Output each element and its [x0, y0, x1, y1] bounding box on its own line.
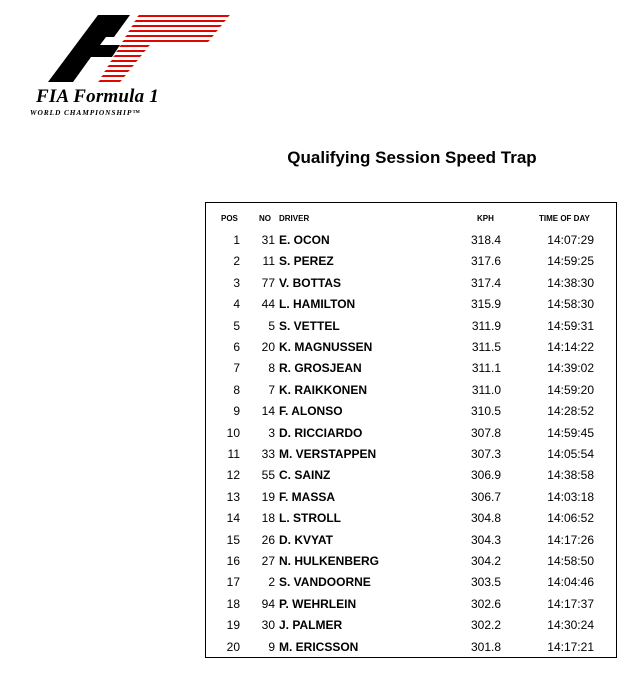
cell-no: 77: [261, 275, 275, 290]
header-no: NO: [259, 214, 271, 223]
cell-driver: K. MAGNUSSEN: [279, 340, 373, 354]
cell-no: 14: [261, 404, 275, 419]
table-row: [206, 337, 616, 358]
cell-pos: 4: [233, 297, 240, 312]
cell-pos: 19: [226, 618, 240, 633]
table-row: [206, 487, 616, 508]
cell-time-of-day: 14:30:24: [547, 618, 594, 633]
table-row: [206, 380, 616, 401]
cell-kph: 315.9: [470, 297, 501, 312]
cell-kph: 311.0: [471, 382, 501, 397]
cell-kph: 307.8: [470, 425, 501, 440]
cell-driver: S. VETTEL: [279, 318, 340, 333]
cell-time-of-day: 14:59:31: [547, 318, 594, 333]
cell-driver: S. PEREZ: [279, 254, 334, 269]
logo-title: FIA Formula 1: [36, 86, 159, 107]
cell-time-of-day: 14:06:52: [547, 511, 594, 526]
cell-time-of-day: 14:59:20: [547, 382, 594, 397]
cell-time-of-day: 14:38:30: [547, 275, 594, 290]
table-row: [206, 551, 616, 572]
cell-pos: 15: [226, 532, 240, 547]
cell-pos: 14: [226, 511, 240, 526]
table-row: [206, 423, 616, 444]
cell-no: 2: [268, 575, 275, 590]
cell-time-of-day: 14:58:50: [547, 554, 594, 568]
cell-driver: M. ERICSSON: [279, 639, 359, 654]
cell-pos: 11: [227, 447, 240, 461]
cell-pos: 16: [226, 554, 240, 568]
cell-kph: 311.5: [471, 340, 501, 354]
table-header: [206, 214, 616, 226]
header-time-of-day: TIME OF DAY: [539, 214, 590, 223]
cell-driver: M. VERSTAPPEN: [279, 447, 377, 461]
cell-kph: 306.9: [470, 468, 501, 483]
cell-time-of-day: 14:58:30: [547, 297, 594, 312]
cell-driver: J. PALMER: [279, 618, 343, 633]
cell-time-of-day: 14:59:25: [547, 254, 594, 269]
table-row: [206, 594, 616, 615]
cell-driver: C. SAINZ: [279, 468, 331, 483]
cell-kph: 306.7: [470, 489, 501, 504]
cell-no: 8: [268, 361, 275, 376]
table-row: [206, 530, 616, 551]
cell-kph: 303.5: [470, 575, 501, 590]
cell-no: 11: [262, 254, 275, 269]
cell-no: 31: [261, 233, 275, 247]
cell-time-of-day: 14:07:29: [547, 233, 594, 247]
cell-pos: 17: [226, 575, 240, 590]
cell-no: 20: [261, 340, 275, 354]
cell-pos: 3: [233, 275, 240, 290]
table-row: [206, 572, 616, 593]
cell-no: 18: [261, 511, 275, 526]
cell-kph: 317.4: [470, 275, 501, 290]
cell-driver: V. BOTTAS: [279, 275, 342, 290]
cell-kph: 302.2: [470, 618, 501, 633]
cell-time-of-day: 14:14:22: [547, 340, 594, 354]
cell-driver: D. KVYAT: [279, 532, 334, 547]
table-row: [206, 251, 616, 272]
cell-kph: 301.8: [470, 639, 501, 654]
cell-time-of-day: 14:17:21: [547, 639, 594, 654]
cell-kph: 311.1: [471, 361, 501, 376]
report-title: Qualifying Session Speed Trap: [287, 148, 537, 167]
table-row: [206, 637, 616, 658]
cell-driver: P. WEHRLEIN: [279, 596, 357, 611]
cell-time-of-day: 14:05:54: [547, 447, 594, 461]
cell-time-of-day: 14:17:37: [547, 596, 594, 611]
table-row: [206, 358, 616, 379]
cell-pos: 18: [226, 596, 240, 611]
cell-driver: S. VANDOORNE: [279, 575, 371, 590]
table-row: [206, 273, 616, 294]
table-row: [206, 508, 616, 529]
cell-no: 5: [268, 318, 275, 333]
cell-driver: F. ALONSO: [279, 404, 343, 419]
cell-time-of-day: 14:17:26: [547, 532, 594, 547]
f1-logo: [30, 12, 230, 116]
cell-driver: E. OCON: [279, 233, 330, 247]
cell-pos: 10: [226, 425, 240, 440]
cell-pos: 20: [226, 639, 240, 654]
cell-kph: 318.4: [470, 233, 501, 247]
cell-pos: 5: [233, 318, 240, 333]
cell-no: 26: [261, 532, 275, 547]
cell-no: 33: [261, 447, 275, 461]
cell-no: 94: [261, 596, 275, 611]
cell-kph: 304.2: [470, 554, 501, 568]
cell-pos: 2: [233, 254, 240, 269]
cell-kph: 304.8: [470, 511, 501, 526]
cell-time-of-day: 14:03:18: [547, 489, 594, 504]
cell-driver: D. RICCIARDO: [279, 425, 363, 440]
cell-time-of-day: 14:59:45: [547, 425, 594, 440]
cell-driver: R. GROSJEAN: [279, 361, 362, 376]
cell-time-of-day: 14:04:46: [547, 575, 594, 590]
cell-kph: 317.6: [470, 254, 501, 269]
cell-no: 19: [261, 489, 275, 504]
cell-pos: 12: [226, 468, 240, 483]
cell-pos: 9: [233, 404, 240, 419]
cell-driver: K. RAIKKONEN: [279, 382, 368, 397]
cell-driver: L. HAMILTON: [279, 297, 356, 312]
cell-no: 30: [261, 618, 275, 633]
header-pos: POS: [221, 214, 238, 223]
logo-subtitle: WORLD CHAMPIONSHIP™: [30, 108, 141, 117]
speed-trap-table: [205, 202, 617, 658]
cell-no: 9: [268, 639, 275, 654]
cell-kph: 307.3: [470, 447, 501, 461]
cell-pos: 6: [233, 340, 240, 354]
cell-kph: 310.5: [470, 404, 501, 419]
cell-time-of-day: 14:38:58: [547, 468, 594, 483]
table-row: [206, 465, 616, 486]
cell-driver: L. STROLL: [279, 511, 341, 526]
cell-kph: 304.3: [470, 532, 501, 547]
cell-time-of-day: 14:28:52: [547, 404, 594, 419]
table-row: [206, 230, 616, 251]
cell-no: 55: [261, 468, 275, 483]
cell-time-of-day: 14:39:02: [547, 361, 594, 376]
table-row: [206, 444, 616, 465]
cell-pos: 1: [233, 233, 240, 247]
header-driver: DRIVER: [279, 214, 310, 223]
cell-driver: N. HULKENBERG: [279, 554, 380, 568]
table-row: [206, 615, 616, 636]
cell-no: 7: [268, 382, 275, 397]
cell-no: 44: [261, 297, 275, 312]
table-row: [206, 316, 616, 337]
cell-kph: 302.6: [470, 596, 501, 611]
cell-kph: 311.9: [471, 318, 501, 333]
cell-pos: 13: [226, 489, 240, 504]
f1-logo-icon: [44, 12, 234, 84]
table-row: [206, 401, 616, 422]
table-row: [206, 294, 616, 315]
cell-no: 3: [268, 425, 275, 440]
cell-no: 27: [261, 554, 275, 568]
header-kph: KPH: [477, 214, 494, 223]
cell-driver: F. MASSA: [279, 489, 336, 504]
cell-pos: 8: [233, 382, 240, 397]
cell-pos: 7: [233, 361, 240, 376]
